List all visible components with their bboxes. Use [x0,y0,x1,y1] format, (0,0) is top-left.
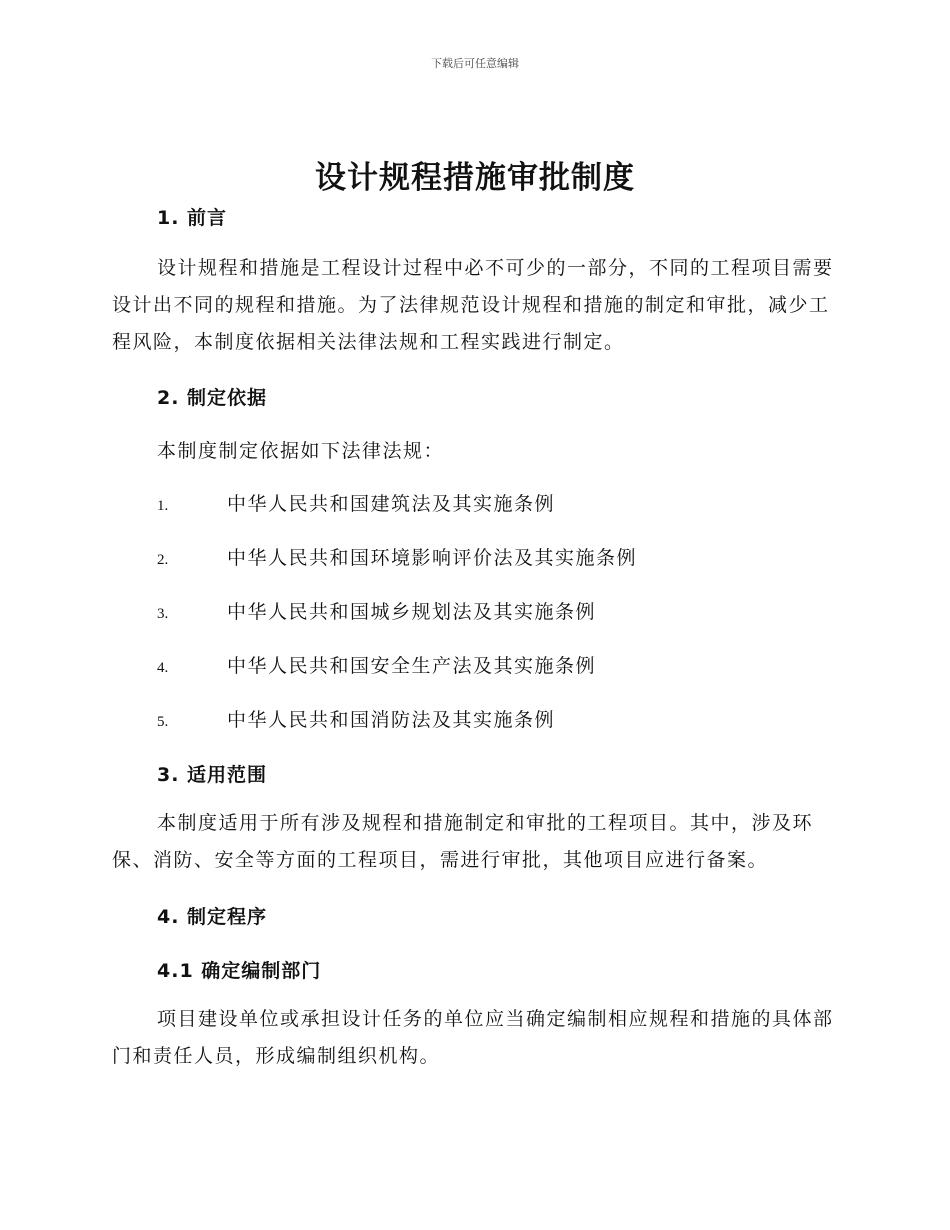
section-heading-4: 4. 制定程序 [157,906,268,928]
list-item-number: 2. [157,552,169,568]
list-item-text: 中华人民共和国城乡规划法及其实施条例 [227,601,597,623]
section-heading-1: 1. 前言 [157,207,228,229]
list-item-text: 中华人民共和国安全生产法及其实施条例 [227,655,597,677]
section-heading-2: 2. 制定依据 [157,387,268,409]
document-title: 设计规程措施审批制度 [315,160,635,196]
list-item [157,651,834,678]
section-2-intro: 本制度制定依据如下法律法规： [157,440,445,462]
list-item-number: 5. [157,714,169,730]
list-item-text: 中华人民共和国消防法及其实施条例 [227,709,556,731]
subsection-heading-4-1: 4.1 确定编制部门 [157,960,322,982]
list-item-number: 4. [157,660,169,676]
list-item [157,543,834,570]
subsection-4-1-paragraph: 项目建设单位或承担设计任务的单位应当确定编制相应规程和措施的具体部门和责任人员，形成编制组织机构。 [112,1008,834,1067]
section-1-paragraph: 设计规程和措施是工程设计过程中必不可少的一部分，不同的工程项目需要设计出不同的规程和措施。为了法律规范设计规程和措施的制定和审批，减少工程风险，本制度依据相关法律法规和工程实践进行制定。 [112,257,834,353]
section-heading-3: 3. 适用范围 [157,764,268,786]
header-note: 下载后可任意编辑 [431,57,519,70]
list-item-text: 中华人民共和国建筑法及其实施条例 [227,493,556,515]
list-item-text: 中华人民共和国环境影响评价法及其实施条例 [227,547,638,569]
section-3-paragraph: 本制度适用于所有涉及规程和措施制定和审批的工程项目。其中，涉及环保、消防、安全等方面的工程项目，需进行审批，其他项目应进行备案。 [112,812,814,871]
list-item-number: 1. [157,498,169,514]
list-item [157,597,834,624]
list-item-number: 3. [157,606,169,622]
list-item [157,489,834,516]
list-item [157,705,834,732]
